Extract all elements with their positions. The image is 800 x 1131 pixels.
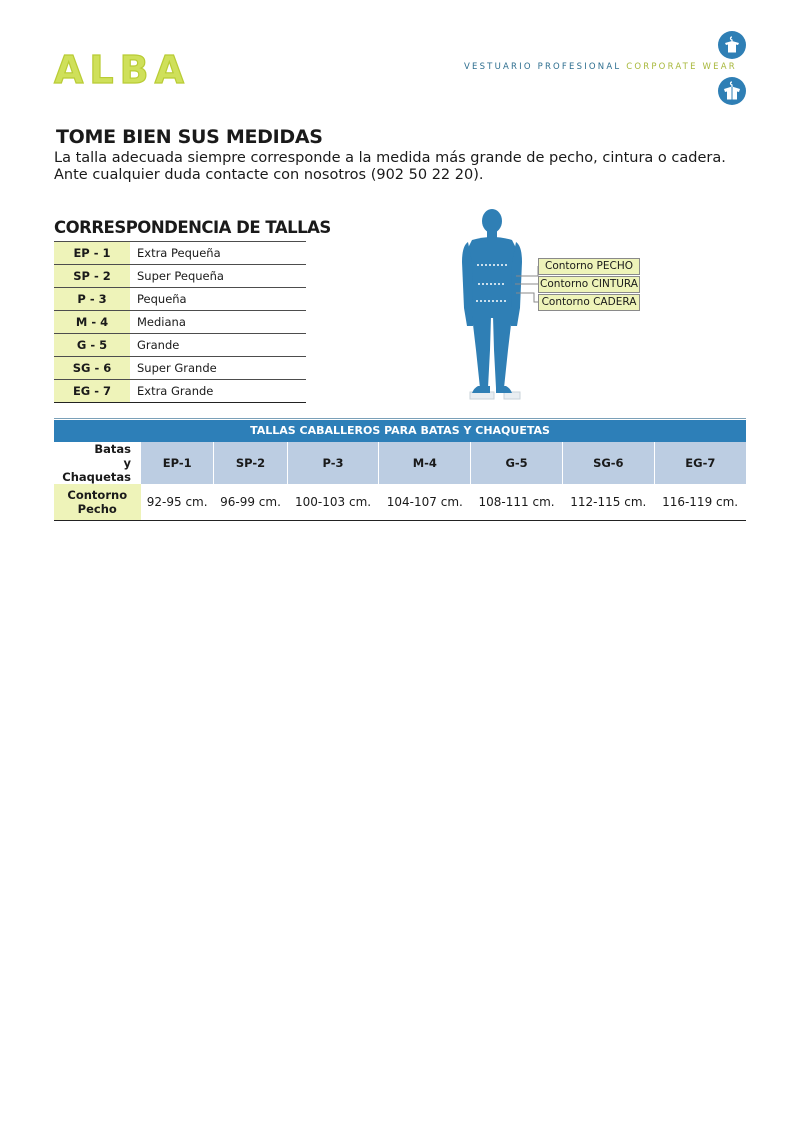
correspondence-title: CORRESPONDENCIA DE TALLAS <box>54 218 331 237</box>
table-row <box>54 265 306 288</box>
table-cell: 108-111 cm. <box>471 484 563 521</box>
table-row <box>54 288 306 311</box>
intro-line: La talla adecuada siempre corresponde a la medida más grande de pecho, cintura o cadera. <box>54 150 726 166</box>
alba-logo: ALBA <box>54 48 190 92</box>
size-name: Extra Pequeña <box>130 242 306 265</box>
column-header: SP-2 <box>214 442 287 484</box>
callout-chest: Contorno PECHO <box>538 258 640 275</box>
size-code: EP - 1 <box>54 242 130 265</box>
intro-text <box>54 150 754 184</box>
size-code: SP - 2 <box>54 265 130 288</box>
size-code: EG - 7 <box>54 380 130 403</box>
page-title: TOME BIEN SUS MEDIDAS <box>56 126 323 148</box>
divider <box>54 418 746 419</box>
table-row <box>54 357 306 380</box>
shirt-on-hanger-icon <box>718 31 746 59</box>
table-row <box>54 334 306 357</box>
size-name: Pequeña <box>130 288 306 311</box>
size-name: Grande <box>130 334 306 357</box>
size-name: Mediana <box>130 311 306 334</box>
callout-hip: Contorno CADERA <box>538 294 640 311</box>
column-header: P-3 <box>287 442 379 484</box>
column-header: SG-6 <box>562 442 654 484</box>
sizes-table-title: TALLAS CABALLEROS PARA BATAS Y CHAQUETAS <box>54 420 746 442</box>
size-name: Super Pequeña <box>130 265 306 288</box>
table-cell: 100-103 cm. <box>287 484 379 521</box>
table-cell: 116-119 cm. <box>654 484 746 521</box>
jacket-on-hanger-icon <box>718 77 746 105</box>
column-header: M-4 <box>379 442 471 484</box>
table-cell: 96-99 cm. <box>214 484 287 521</box>
label-line: Batas <box>94 442 131 456</box>
size-code: P - 3 <box>54 288 130 311</box>
tagline-vestuario: VESTUARIO PROFESIONAL <box>464 62 622 72</box>
brand-tagline <box>464 62 737 72</box>
intro-line: Ante cualquier duda contacte con nosotros (902 50 22 20). <box>54 167 484 183</box>
size-name: Super Grande <box>130 357 306 380</box>
row-label <box>54 484 141 521</box>
size-code: M - 4 <box>54 311 130 334</box>
callout-waist: Contorno CINTURA <box>538 276 640 293</box>
size-code: G - 5 <box>54 334 130 357</box>
column-header: EG-7 <box>654 442 746 484</box>
column-header: EP-1 <box>141 442 214 484</box>
table-header-row <box>54 442 746 484</box>
row-header-label <box>54 442 141 484</box>
table-cell: 104-107 cm. <box>379 484 471 521</box>
label-line: y Chaquetas <box>62 456 131 484</box>
label-line: Contorno <box>67 488 128 502</box>
table-cell: 92-95 cm. <box>141 484 214 521</box>
column-header: G-5 <box>471 442 563 484</box>
table-row <box>54 484 746 521</box>
label-line: Pecho <box>77 502 117 516</box>
table-row <box>54 380 306 403</box>
table-cell: 112-115 cm. <box>562 484 654 521</box>
correspondence-table <box>54 241 306 403</box>
size-code: SG - 6 <box>54 357 130 380</box>
tagline-corporate: CORPORATE WEAR <box>626 62 737 72</box>
sizes-table <box>54 442 746 521</box>
size-name: Extra Grande <box>130 380 306 403</box>
table-row <box>54 242 306 265</box>
table-row <box>54 311 306 334</box>
